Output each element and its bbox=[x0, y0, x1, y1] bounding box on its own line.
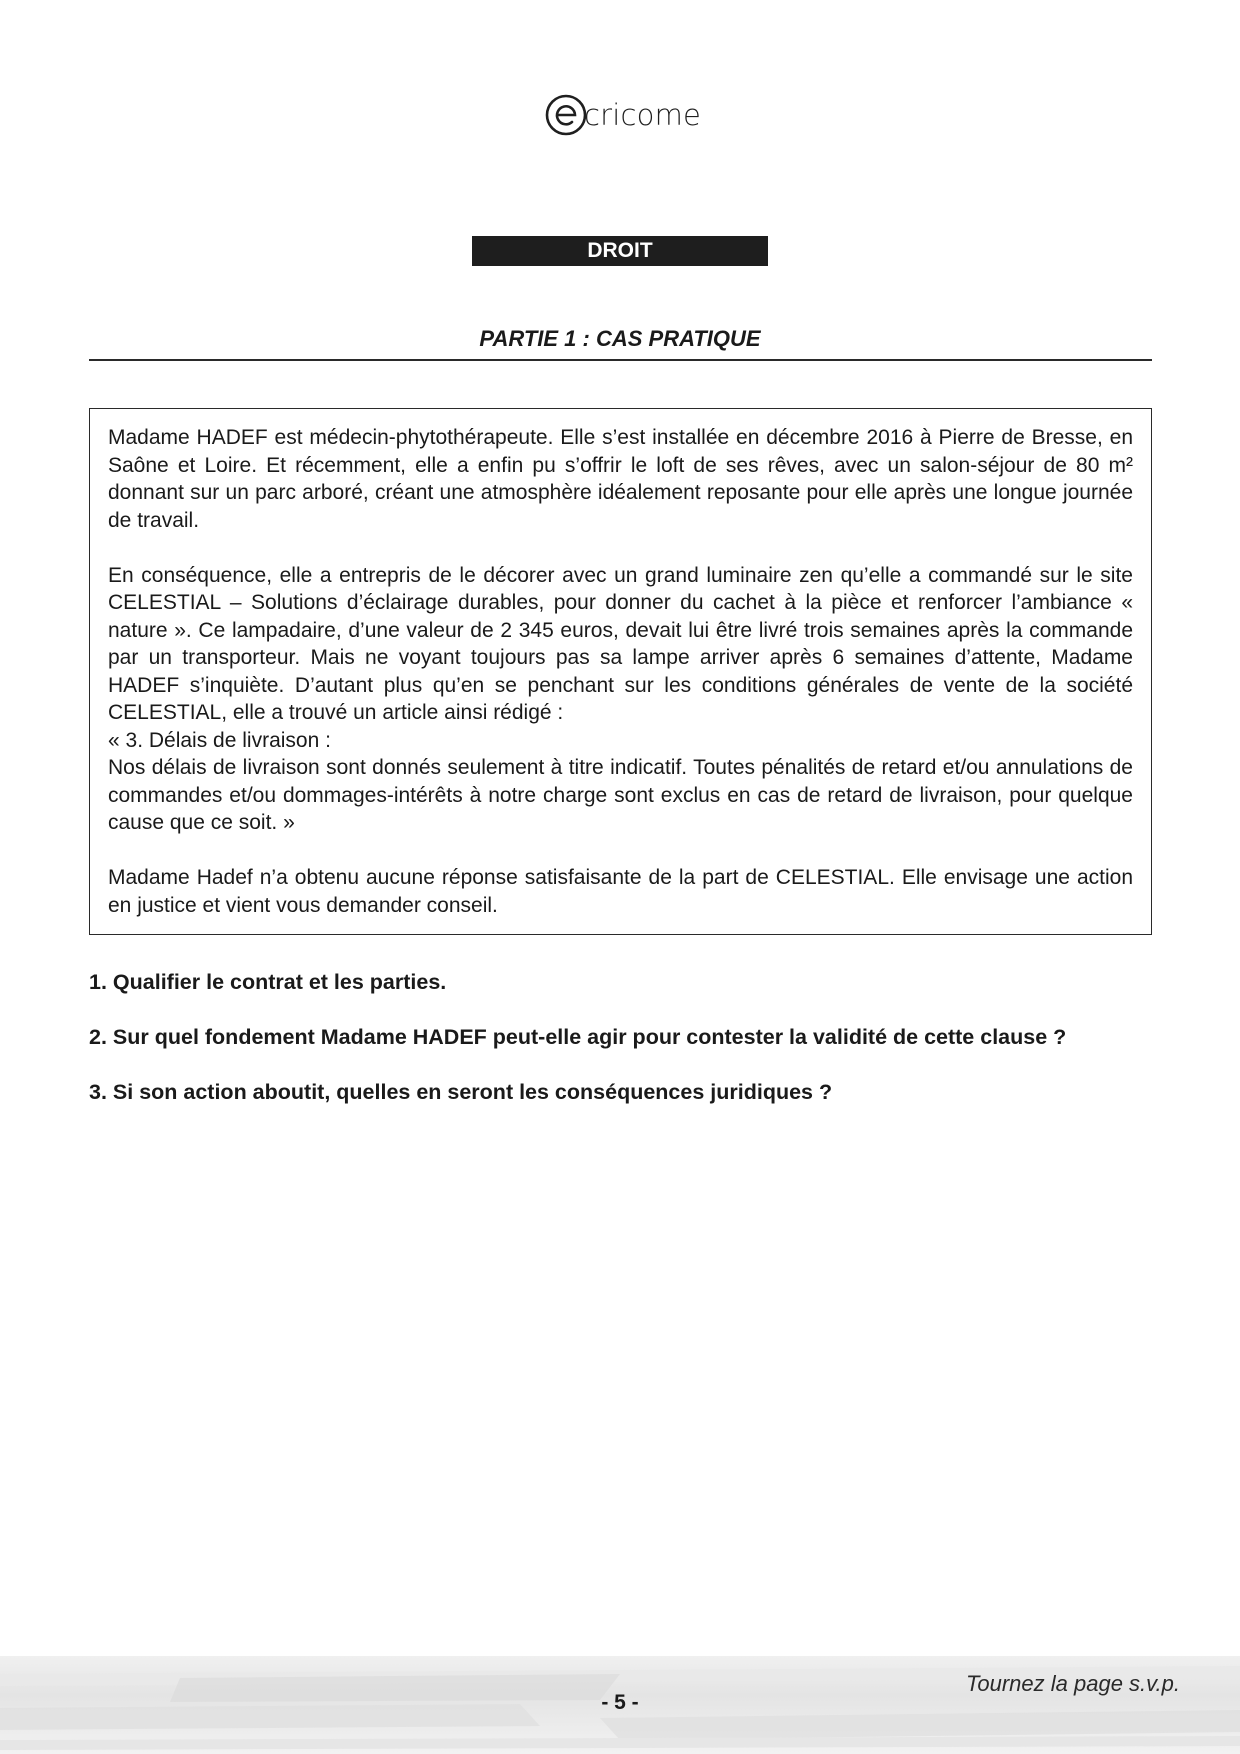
clause-text: Nos délais de livraison sont donnés seulement à titre indicatif. Toutes pénalités de retard et/ou annulations de commandes et/ou dommages-intérêts à notre charge sont exclus en cas de retard de livraison, pour quelque cause que ce soit. » bbox=[108, 756, 1133, 834]
logo-text: cricome bbox=[584, 98, 702, 132]
clause-heading: « 3. Délais de livraison : bbox=[108, 728, 331, 752]
page-number: - 5 - bbox=[601, 1691, 639, 1714]
case-paragraph-2: En conséquence, elle a entrepris de le décorer avec un grand luminaire zen qu’elle a commandé sur le site CELESTIAL – Solutions d’éclairage durables, pour donner du cachet à la pièce et renforcer l’ambiance « nature ». Ce lampadaire, d’une valeur de 2 345 euros, devait lui être livré trois semaines après la commande par un transporteur. Mais ne voyant toujours pas sa lampe arriver après 6 semaines d’attente, Madame HADEF s’inquiète. D’autant plus qu’en se penchant sur les conditions générales de vente de la société CELESTIAL, elle a trouvé un article ainsi rédigé : bbox=[108, 563, 1133, 724]
part-title: PARTIE 1 : CAS PRATIQUE bbox=[479, 326, 761, 351]
case-paragraph-1: Madame HADEF est médecin-phytothérapeute. Elle s’est installée en décembre 2016 à Pierre de Bresse, en Saône et Loire. Et récemment, elle a enfin pu s’offrir le loft de ses rêves, avec un salon-séjour de 80 m² donnant sur un parc arboré, créant une atmosphère idéalement reposante pour elle après une longue journée de travail. bbox=[108, 426, 1133, 532]
turn-page-note: Tournez la page s.v.p. bbox=[965, 1671, 1180, 1696]
ecricome-logo bbox=[544, 88, 704, 142]
title-divider bbox=[89, 359, 1152, 361]
question-3: 3. Si son action aboutit, quelles en seront les conséquences juridiques ? bbox=[89, 1080, 833, 1104]
ecricome-e-mark-icon bbox=[544, 88, 588, 142]
subject-banner: DROIT bbox=[472, 236, 768, 266]
question-1: 1. Qualifier le contrat et les parties. bbox=[89, 970, 447, 994]
case-paragraph-3: Madame Hadef n’a obtenu aucune réponse satisfaisante de la part de CELESTIAL. Elle envisage une action en justice et vient vous demander conseil. bbox=[108, 866, 1133, 917]
question-2: 2. Sur quel fondement Madame HADEF peut-elle agir pour contester la validité de cette clause ? bbox=[89, 1025, 1067, 1049]
case-statement-box bbox=[89, 408, 1152, 935]
